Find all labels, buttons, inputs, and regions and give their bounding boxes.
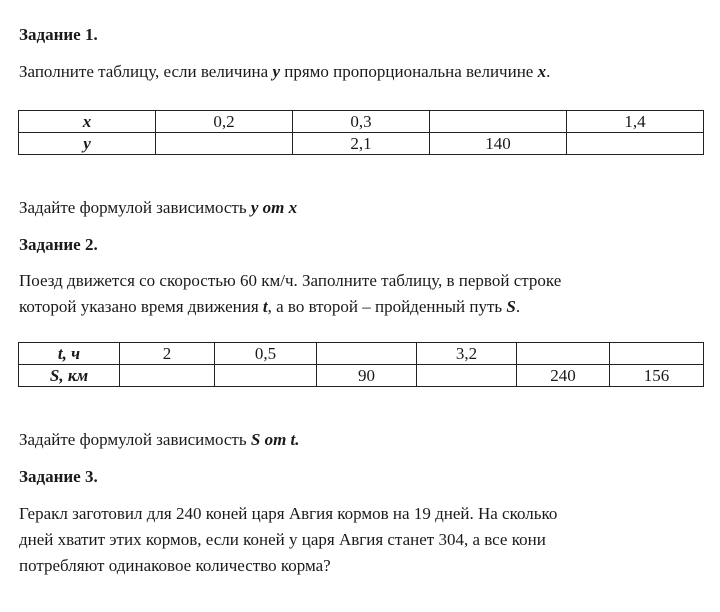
task1-heading: Задание 1. xyxy=(19,25,98,44)
task2-var-t: t xyxy=(262,297,268,316)
task2-var-s: S xyxy=(506,297,516,316)
task1-cell-label-y: y xyxy=(19,133,156,155)
task1-cell: 140 xyxy=(430,133,567,155)
task1-var-y: y xyxy=(272,62,280,81)
task3-text-line: дней хватит этих кормов, если коней у царя Авгия станет 304, а все кони xyxy=(19,530,546,549)
task2-heading: Задание 2. xyxy=(19,235,98,254)
task2-cell: 156 xyxy=(610,365,704,387)
task1-var-x: x xyxy=(537,62,547,81)
task1-row-x xyxy=(19,111,704,133)
task1-text-middle: прямо пропорциональна величине xyxy=(280,62,538,81)
task1-cell xyxy=(430,111,567,133)
task1-cell: 1,4 xyxy=(567,111,704,133)
task2-text-part: . xyxy=(515,297,521,316)
task2-cell: 2 xyxy=(120,343,215,365)
task2-text-part: , а во второй – пройденный путь xyxy=(267,297,507,316)
task2-cell: 0,5 xyxy=(215,343,317,365)
task2-text-part: которой указано время движения xyxy=(19,297,263,316)
task2-label-t-var: t xyxy=(57,343,63,363)
task1-cell: 0,3 xyxy=(293,111,430,133)
task2-formula-expr: S от t. xyxy=(250,430,300,449)
task2-row-t xyxy=(19,343,704,365)
task2-cell-label-s: S, км xyxy=(19,365,120,387)
task2-formula-text: Задайте формулой зависимость xyxy=(19,430,251,449)
task2-cell: 90 xyxy=(317,365,417,387)
task1-formula-expr: y от x xyxy=(250,198,298,217)
task2-text-line2 xyxy=(19,294,520,320)
task2-cell: 3,2 xyxy=(417,343,517,365)
task3-heading: Задание 3. xyxy=(19,467,98,486)
task2-formula-prompt xyxy=(19,430,300,450)
task1-cell-label-x: x xyxy=(19,111,156,133)
task1-row-y xyxy=(19,133,704,155)
task1-formula-prompt xyxy=(19,198,297,218)
task2-label-t-unit: , ч xyxy=(62,343,81,363)
task2-cell xyxy=(417,365,517,387)
task1-cell: 2,1 xyxy=(293,133,430,155)
task1-table xyxy=(18,110,704,155)
task1-text xyxy=(19,62,550,82)
task2-cell: 240 xyxy=(517,365,610,387)
task1-cell xyxy=(156,133,293,155)
task1-formula-text: Задайте формулой зависимость xyxy=(19,198,251,217)
task2-cell-label-t xyxy=(19,343,120,365)
task2-text-line1: Поезд движется со скоростью 60 км/ч. Заполните таблицу, в первой строке xyxy=(19,271,562,290)
task2-row-s xyxy=(19,365,704,387)
task3-text-line: Геракл заготовил для 240 коней царя Авгия кормов на 19 дней. На сколько xyxy=(19,504,558,523)
task2-cell xyxy=(517,343,610,365)
task1-text-after: . xyxy=(546,62,551,81)
task2-cell xyxy=(215,365,317,387)
task2-table xyxy=(18,342,704,387)
task3-text-line: потребляют одинаковое количество корма? xyxy=(19,556,331,575)
task2-cell xyxy=(120,365,215,387)
task1-cell xyxy=(567,133,704,155)
task1-text-before: Заполните таблицу, если величина xyxy=(19,62,273,81)
task2-cell xyxy=(610,343,704,365)
task1-cell: 0,2 xyxy=(156,111,293,133)
task2-cell xyxy=(317,343,417,365)
